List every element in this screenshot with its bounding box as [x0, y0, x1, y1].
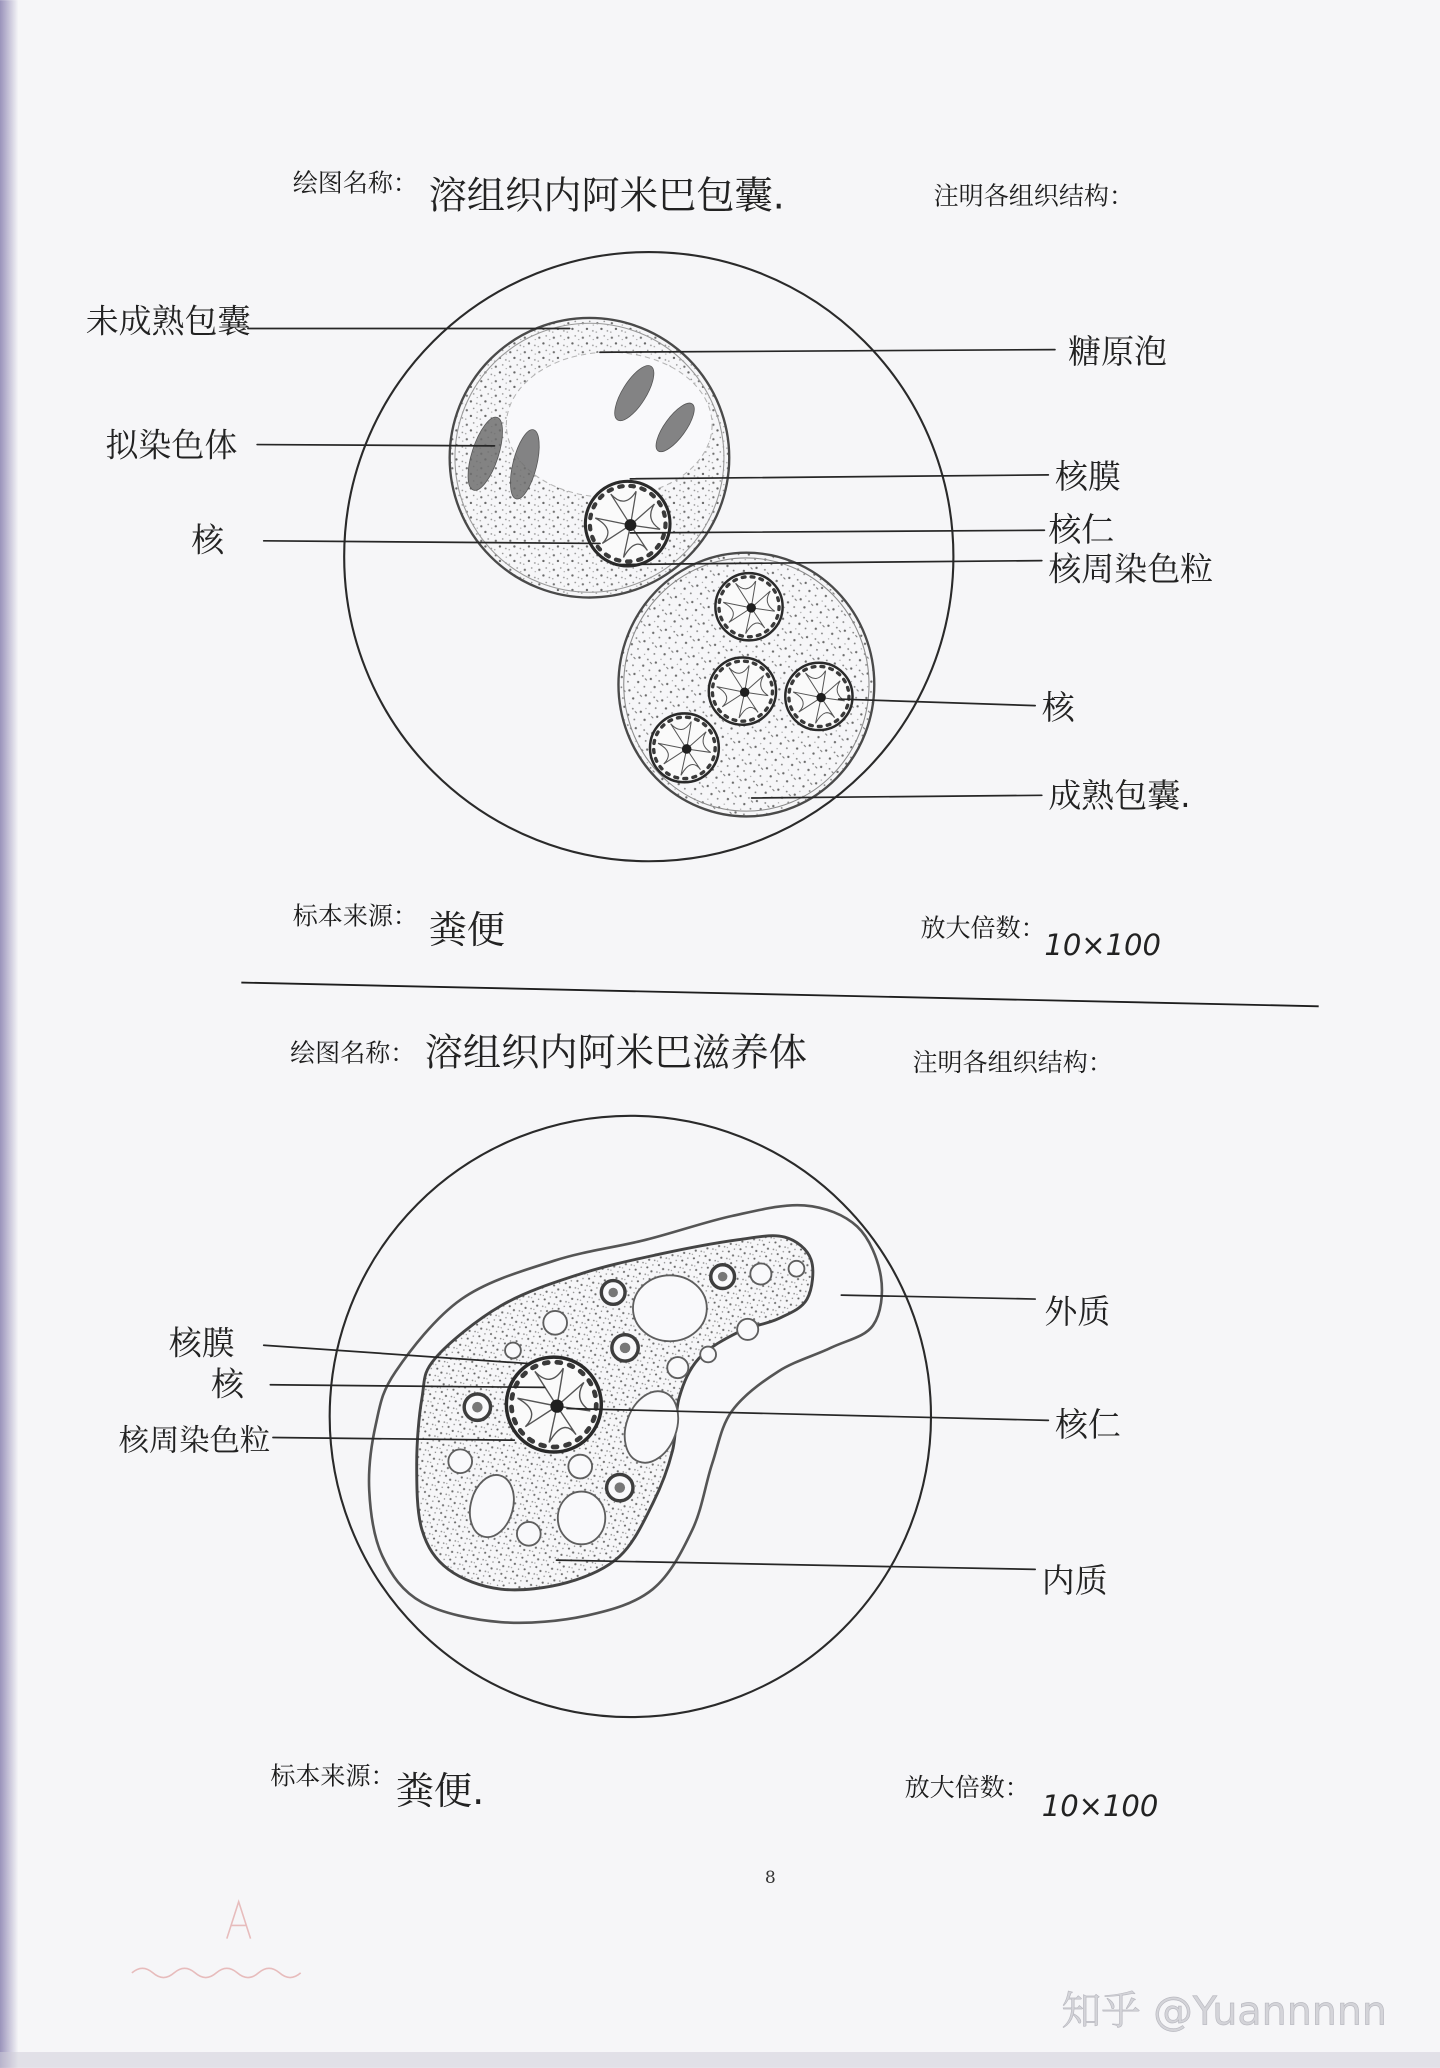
label-endoplasm: 内质 — [1041, 1560, 1108, 1600]
label-nucleolus: 核仁 — [1048, 509, 1115, 549]
label-peripheral-chromatin: 核周染色粒 — [1048, 549, 1214, 589]
label-mature-cyst: 成熟包囊. — [1048, 776, 1191, 816]
magnification-value: 10×100 — [1044, 927, 1161, 962]
structures-label: 注明各组织结构： — [933, 181, 1135, 211]
ingested-red-cell — [711, 1265, 735, 1289]
food-vacuole — [789, 1261, 805, 1277]
trophozoite-nucleus — [506, 1357, 601, 1452]
food-vacuole — [633, 1275, 707, 1341]
label-nuclear-membrane: 核膜 — [1054, 457, 1121, 497]
specimen-source: 粪便. — [395, 1770, 485, 1815]
paper-left-edge-shadow — [0, 0, 18, 2068]
label-ectoplasm: 外质 — [1044, 1291, 1111, 1331]
mature-cyst — [618, 553, 874, 817]
structures-label: 注明各组织结构： — [912, 1047, 1113, 1077]
magnification-label: 放大倍数： — [904, 1773, 1030, 1803]
food-vacuole — [737, 1319, 758, 1340]
label-nucleus-left: 核 — [191, 520, 225, 560]
immature-cyst-nucleus — [585, 481, 670, 566]
watermark: 知乎 @Yuannnnn — [1061, 1988, 1387, 2035]
label-nucleolus: 核仁 — [1054, 1405, 1121, 1445]
drawing-name-label: 绘图名称： — [292, 168, 418, 198]
food-vacuole — [568, 1455, 592, 1479]
food-vacuole — [667, 1357, 688, 1378]
label-nucleus: 核 — [210, 1364, 244, 1404]
page-number: 8 — [764, 1868, 776, 1889]
paper-bottom-edge-shadow — [0, 2052, 1440, 2068]
ingested-red-cell — [464, 1394, 490, 1420]
label-nuclear-membrane: 核膜 — [168, 1323, 235, 1363]
mature-cyst-nucleus — [785, 663, 852, 730]
food-vacuole — [558, 1492, 605, 1545]
label-glycogen-vacuole: 糖原泡 — [1068, 331, 1167, 371]
drawing-name: 溶组织内阿米巴滋养体 — [424, 1031, 807, 1076]
specimen-source-label: 标本来源： — [270, 1761, 396, 1791]
mature-cyst-nucleus — [715, 573, 782, 640]
label-chromatoid-body: 拟染色体 — [105, 425, 238, 465]
label-immature-cyst: 未成熟包囊 — [85, 301, 251, 341]
food-vacuole — [543, 1311, 567, 1335]
specimen-source-label: 标本来源： — [292, 901, 418, 931]
specimen-source: 粪便 — [428, 909, 506, 954]
ingested-red-cell — [612, 1335, 638, 1361]
food-vacuole — [448, 1449, 472, 1473]
ingested-red-cell — [607, 1474, 633, 1500]
food-vacuole — [700, 1347, 716, 1363]
magnification-value: 10×100 — [1041, 1788, 1159, 1823]
drawing-name-label: 绘图名称： — [290, 1038, 416, 1068]
label-peripheral-chromatin: 核周染色粒 — [118, 1423, 271, 1459]
immature-cyst — [450, 318, 730, 598]
drawing-name: 溶组织内阿米巴包囊. — [428, 174, 785, 219]
mature-cyst-nucleus — [709, 658, 776, 725]
label-nucleus-right: 核 — [1041, 687, 1075, 727]
ingested-red-cell — [601, 1281, 625, 1305]
food-vacuole — [505, 1343, 521, 1359]
food-vacuole — [517, 1522, 541, 1546]
food-vacuole — [750, 1263, 771, 1284]
magnification-label: 放大倍数： — [920, 913, 1046, 943]
mature-cyst-nucleus — [650, 713, 719, 782]
